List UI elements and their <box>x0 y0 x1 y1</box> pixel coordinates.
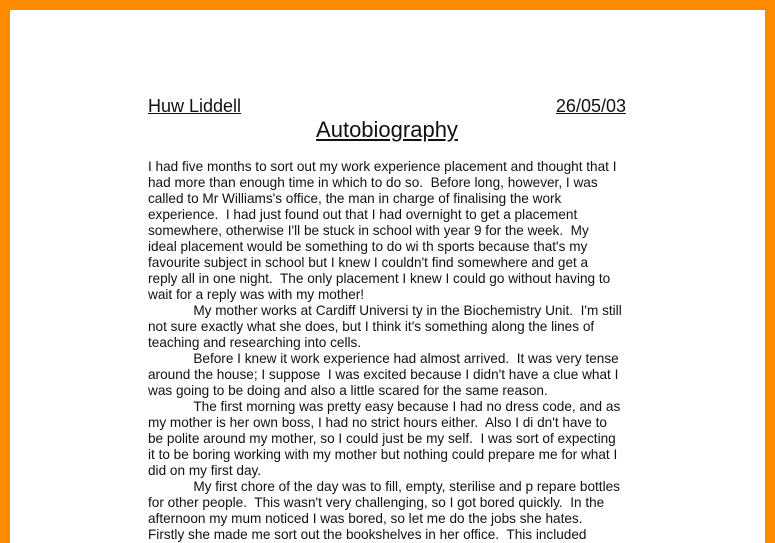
author-name: Huw Liddell <box>148 96 242 116</box>
paragraph: My mother works at Cardiff Universi ty in the Biochemistry Unit. I'm still not sure exactly what she does, but I think it's something along the lines of teaching and researching into cells. <box>148 303 622 350</box>
document-date: 26/05/03 <box>555 96 626 116</box>
paragraph: My first chore of the day was to fill, empty, sterilise and p repare bottles for other people. This wasn't very challenging, so I got bored quickly. In the afternoon my mum noticed I was bored, so let me do the jobs she hates. Firstly she made me sort out the bookshelves in her office. This included <box>148 479 620 542</box>
document-page <box>10 10 765 543</box>
paragraph: The first morning was pretty easy because I had no dress code, and as my mother is her own boss, I had no strict hours either. Also I di dn't have to be polite around my mother, so I could just be my self. I was sort of expecting it to be boring working with my mother but nothing could prepare me for what I did on my first day. <box>148 399 621 478</box>
paragraph: Before I knew it work experience had almost arrived. It was very tense around the house; I suppose I was excited because I didn't have a clue what I was going to be doing and also a little scared for the same reason. <box>148 351 619 398</box>
body-text <box>148 159 634 543</box>
paragraph: I had five months to sort out my work experience placement and thought that I had more than enough time in which to do so. Before long, however, I was called to Mr Williams's office, the man in charge of finalising the work experience. I had just found out that I had overnight to get a placement somewhere, otherwise I'll be stuck in school with year 9 for the week. My ideal placement would be something to do wi th sports because that's my favourite subject in school but I knew I couldn't find somewhere and get a reply all in one night. The only placement I knew I could go without having to wait for a reply was with my mother! <box>148 159 617 302</box>
document-title: Autobiography <box>316 117 458 142</box>
header-row <box>148 95 626 117</box>
